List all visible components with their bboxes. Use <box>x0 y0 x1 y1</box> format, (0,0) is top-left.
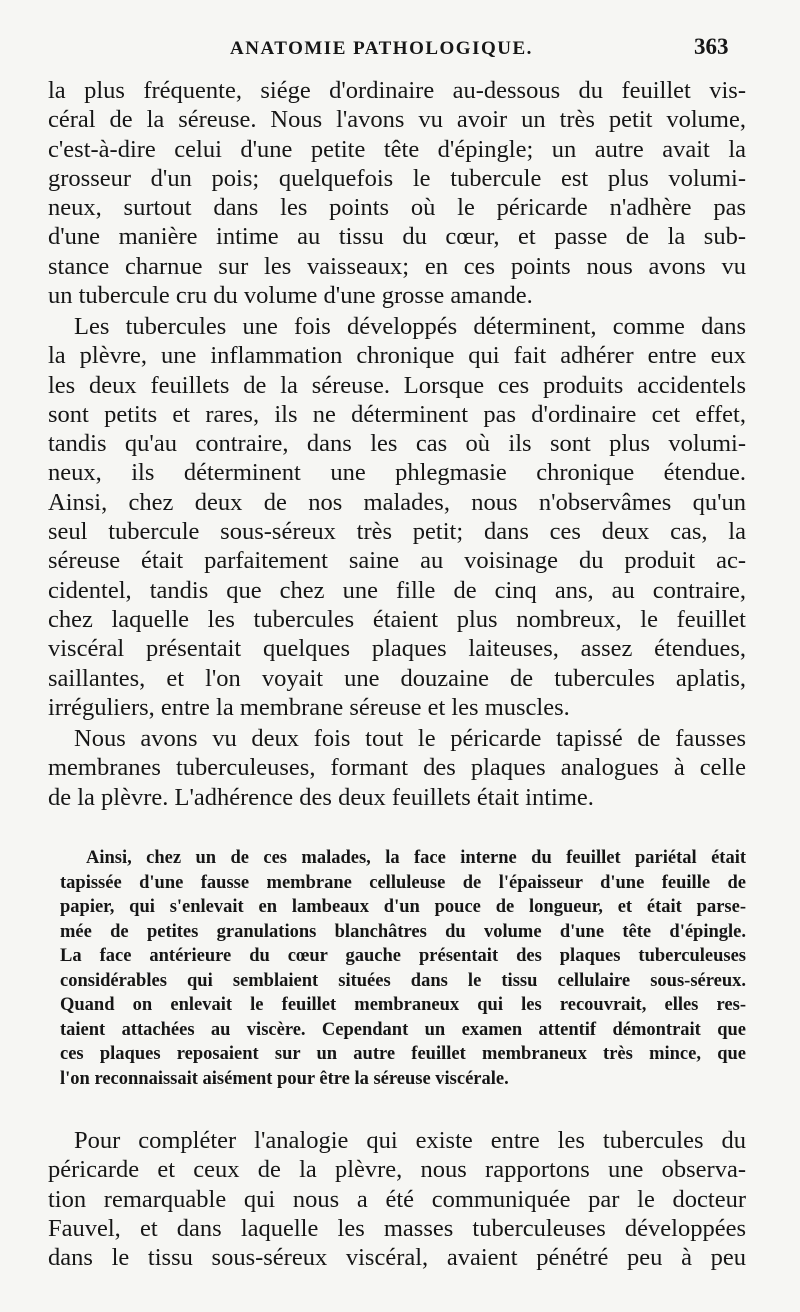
text-line: Les tubercules une fois développés déterminent, comme dans <box>74 313 746 340</box>
text-line: Pour compléter l'analogie qui existe entre les tubercules du <box>74 1127 746 1154</box>
note-line: La face antérieure du cœur gauche présentait des plaques tuberculeuses <box>60 946 746 966</box>
text-line: la plèvre, une inflammation chronique qui fait adhérer entre eux <box>48 342 746 370</box>
page-header <box>0 34 800 68</box>
paragraph-2 <box>48 312 746 722</box>
text-line: Fauvel, et dans laquelle les masses tuberculeuses développées <box>48 1214 746 1242</box>
text-line: irréguliers, entre la membrane séreuse et les muscles. <box>48 693 570 721</box>
running-title: ANATOMIE PATHOLOGIQUE. <box>230 38 533 59</box>
text-line: dans le tissu sous-séreux viscéral, avaient pénétré peu à peu <box>48 1244 746 1272</box>
text-line: cidentel, tandis que chez une fille de cinq ans, au contraire, <box>48 576 746 604</box>
note-line: mée de petites granulations blanchâtres du volume d'une tête d'épingle. <box>60 921 746 942</box>
text-line: saillantes, et l'on voyait une douzaine de tubercules aplatis, <box>48 664 746 692</box>
text-line: sont petits et rares, ils ne déterminent pas d'ordinaire cet effet, <box>48 400 746 428</box>
text-line: un tubercule cru du volume d'une grosse amande. <box>48 282 533 310</box>
note-line: ces plaques reposaient sur un autre feuillet membraneux très mince, que <box>60 1044 746 1064</box>
text-line: tandis qu'au contraire, dans les cas où ils sont plus volumi- <box>48 430 746 458</box>
text-line: c'est-à-dire celui d'une petite tête d'épingle; un autre avait la <box>48 135 746 163</box>
text-line: Nous avons vu deux fois tout le péricarde tapissé de fausses <box>74 725 746 752</box>
paragraph-1 <box>48 76 746 310</box>
text-line: stance charnue sur les vaisseaux; en ces points nous avons vu <box>48 252 746 280</box>
note-line: Quand on enlevait le feuillet membraneux qui les recouvrait, elles res- <box>60 995 746 1015</box>
text-line: viscéral présentait quelques plaques laiteuses, assez étendues, <box>48 635 746 663</box>
observation-note <box>60 846 746 1091</box>
page-number: 363 <box>694 34 729 59</box>
text-line: Ainsi, chez deux de nos malades, nous n'observâmes qu'un <box>48 488 746 516</box>
text-line: la plus fréquente, siége d'ordinaire au-dessous du feuillet vis- <box>48 77 746 104</box>
text-line: les deux feuillets de la séreuse. Lorsque ces produits accidentels <box>48 371 746 399</box>
text-line: chez laquelle les tubercules étaient plus nombreux, le feuillet <box>48 605 746 633</box>
paragraph-4 <box>48 1126 746 1272</box>
text-line: grosseur d'un pois; quelquefois le tubercule est plus volumi- <box>48 164 746 192</box>
paragraph-3 <box>48 724 746 812</box>
text-line: seul tubercule sous-séreux très petit; dans ces deux cas, la <box>48 518 746 546</box>
text-line: neux, ils déterminent une phlegmasie chronique étendue. <box>48 459 746 487</box>
note-line: tapissée d'une fausse membrane celluleuse de l'épaisseur d'une feuille de <box>60 872 746 893</box>
note-line: taient attachées au viscère. Cependant un examen attentif démontrait que <box>60 1019 746 1040</box>
note-line: considérables qui semblaient situées dans le tissu cellulaire sous-séreux. <box>60 970 746 991</box>
text-line: neux, surtout dans les points où le péricarde n'adhère pas <box>48 194 746 222</box>
note-line: l'on reconnaissait aisément pour être la séreuse viscérale. <box>60 1068 509 1089</box>
text-line: membranes tuberculeuses, formant des plaques analogues à celle <box>48 754 746 782</box>
text-line: de la plèvre. L'adhérence des deux feuillets était intime. <box>48 783 594 811</box>
text-line: séreuse était parfaitement saine au voisinage du produit ac- <box>48 547 746 575</box>
text-line: céral de la séreuse. Nous l'avons vu avoir un très petit volume, <box>48 106 746 134</box>
note-line: papier, qui s'enlevait en lambeaux d'un pouce de longueur, et était parse- <box>60 897 746 917</box>
text-line: péricarde et ceux de la plèvre, nous rapportons une observa- <box>48 1156 746 1184</box>
text-line: d'une manière intime au tissu du cœur, et passe de la sub- <box>48 223 746 251</box>
text-line: tion remarquable qui nous a été communiquée par le docteur <box>48 1185 746 1213</box>
note-line: Ainsi, chez un de ces malades, la face interne du feuillet pariétal était <box>86 848 746 868</box>
